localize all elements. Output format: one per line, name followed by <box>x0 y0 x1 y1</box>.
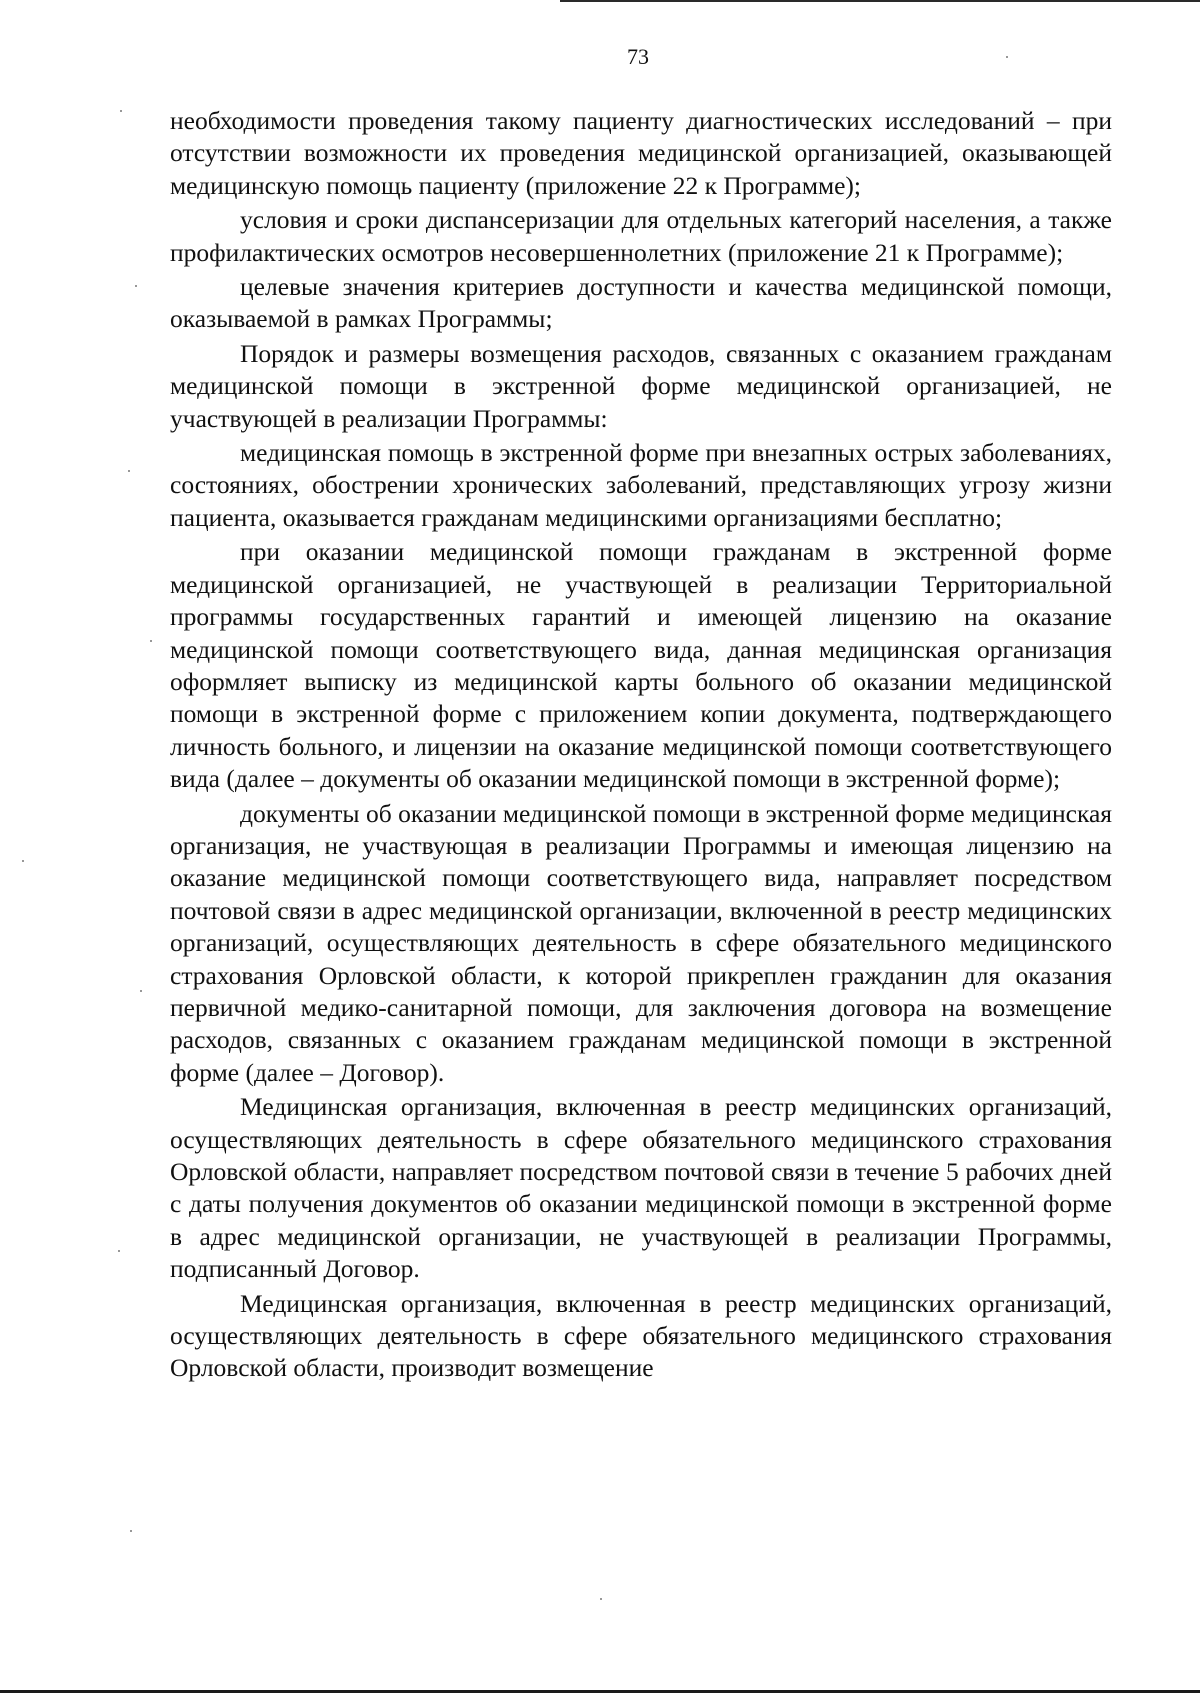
scan-speck <box>22 860 24 862</box>
paragraph: при оказании медицинской помощи гражданам в экстренной форме медицинской организацией, не участвующей в реализации Территориальной программы государственных гарантий и имеющей лицензию на оказание медицинской помощи соответствующего вида, данная медицинская организация оформляет выписку из медицинской карты больного об оказании медицинской помощи в экстренной форме с приложением копии документа, подтверждающего личность больного, и лицензии на оказание медицинской помощи соответствующего вида (далее – документы об оказании медицинской помощи в экстренной форме); <box>170 537 1112 794</box>
paragraph: Медицинская организация, включенная в реестр медицинских организаций, осуществляющих деятельность в сфере обязательного медицинского страхования Орловской области, направляет посредством почтовой связи в течение 5 рабочих дней с даты получения документов об оказании медицинской помощи в экстренной форме в адрес медицинской организации, не участвующей в реализации Программы, подписанный Договор. <box>170 1092 1112 1284</box>
paragraph: документы об оказании медицинской помощи в экстренной форме медицинская организация, не участвующая в реализации Программы и имеющая лицензию на оказание медицинской помощи соответствующего вида, направляет посредством почтовой связи в адрес медицинской организации, включенной в реестр медицинских организаций, осуществляющих деятельность в сфере обязательного медицинского страхования Орловской области, к которой прикреплен гражданин для оказания первичной медико-санитарной помощи, для заключения договора на возмещение расходов, связанных с оказанием гражданам медицинской помощи в экстренной форме (далее – Договор). <box>170 798 1112 1087</box>
document-body <box>170 105 1112 1387</box>
paragraph: медицинская помощь в экстренной форме при внезапных острых заболеваниях, состояниях, обострении хронических заболеваний, представляющих угрозу жизни пациента, оказывается гражданам медицинскими организациями бесплатно; <box>170 438 1112 532</box>
scan-speck <box>1006 56 1008 58</box>
scan-speck <box>135 285 137 287</box>
scan-speck <box>140 990 142 992</box>
scan-edge-line-bottom <box>0 1690 1200 1693</box>
paragraph: условия и сроки диспансеризации для отдельных категорий населения, а также профилактических осмотров несовершеннолетних (приложение 21 к Программе); <box>170 205 1112 267</box>
scan-speck <box>600 1598 602 1600</box>
scan-edge-line-top <box>560 0 1200 2</box>
paragraph-continued: необходимости проведения такому пациенту диагностических исследований – при отсутствии возможности их проведения медицинской организацией, оказывающей медицинскую помощь пациенту (приложение 22 к Программе); <box>170 106 1112 200</box>
scan-speck <box>120 110 122 112</box>
page-number: 73 <box>627 44 649 69</box>
paragraph: Медицинская организация, включенная в реестр медицинских организаций, осуществляющих деятельность в сфере обязательного медицинского страхования Орловской области, производит возмещение <box>170 1288 1112 1383</box>
scan-speck <box>150 640 152 642</box>
scan-speck <box>128 470 130 472</box>
scan-speck <box>118 1250 120 1252</box>
paragraph: целевые значения критериев доступности и качества медицинской помощи, оказываемой в рамках Программы; <box>170 272 1112 334</box>
scan-speck <box>130 1530 132 1532</box>
paragraph: Порядок и размеры возмещения расходов, связанных с оказанием гражданам медицинской помощи в экстренной форме медицинской организацией, не участвующей в реализации Программы: <box>170 338 1112 433</box>
